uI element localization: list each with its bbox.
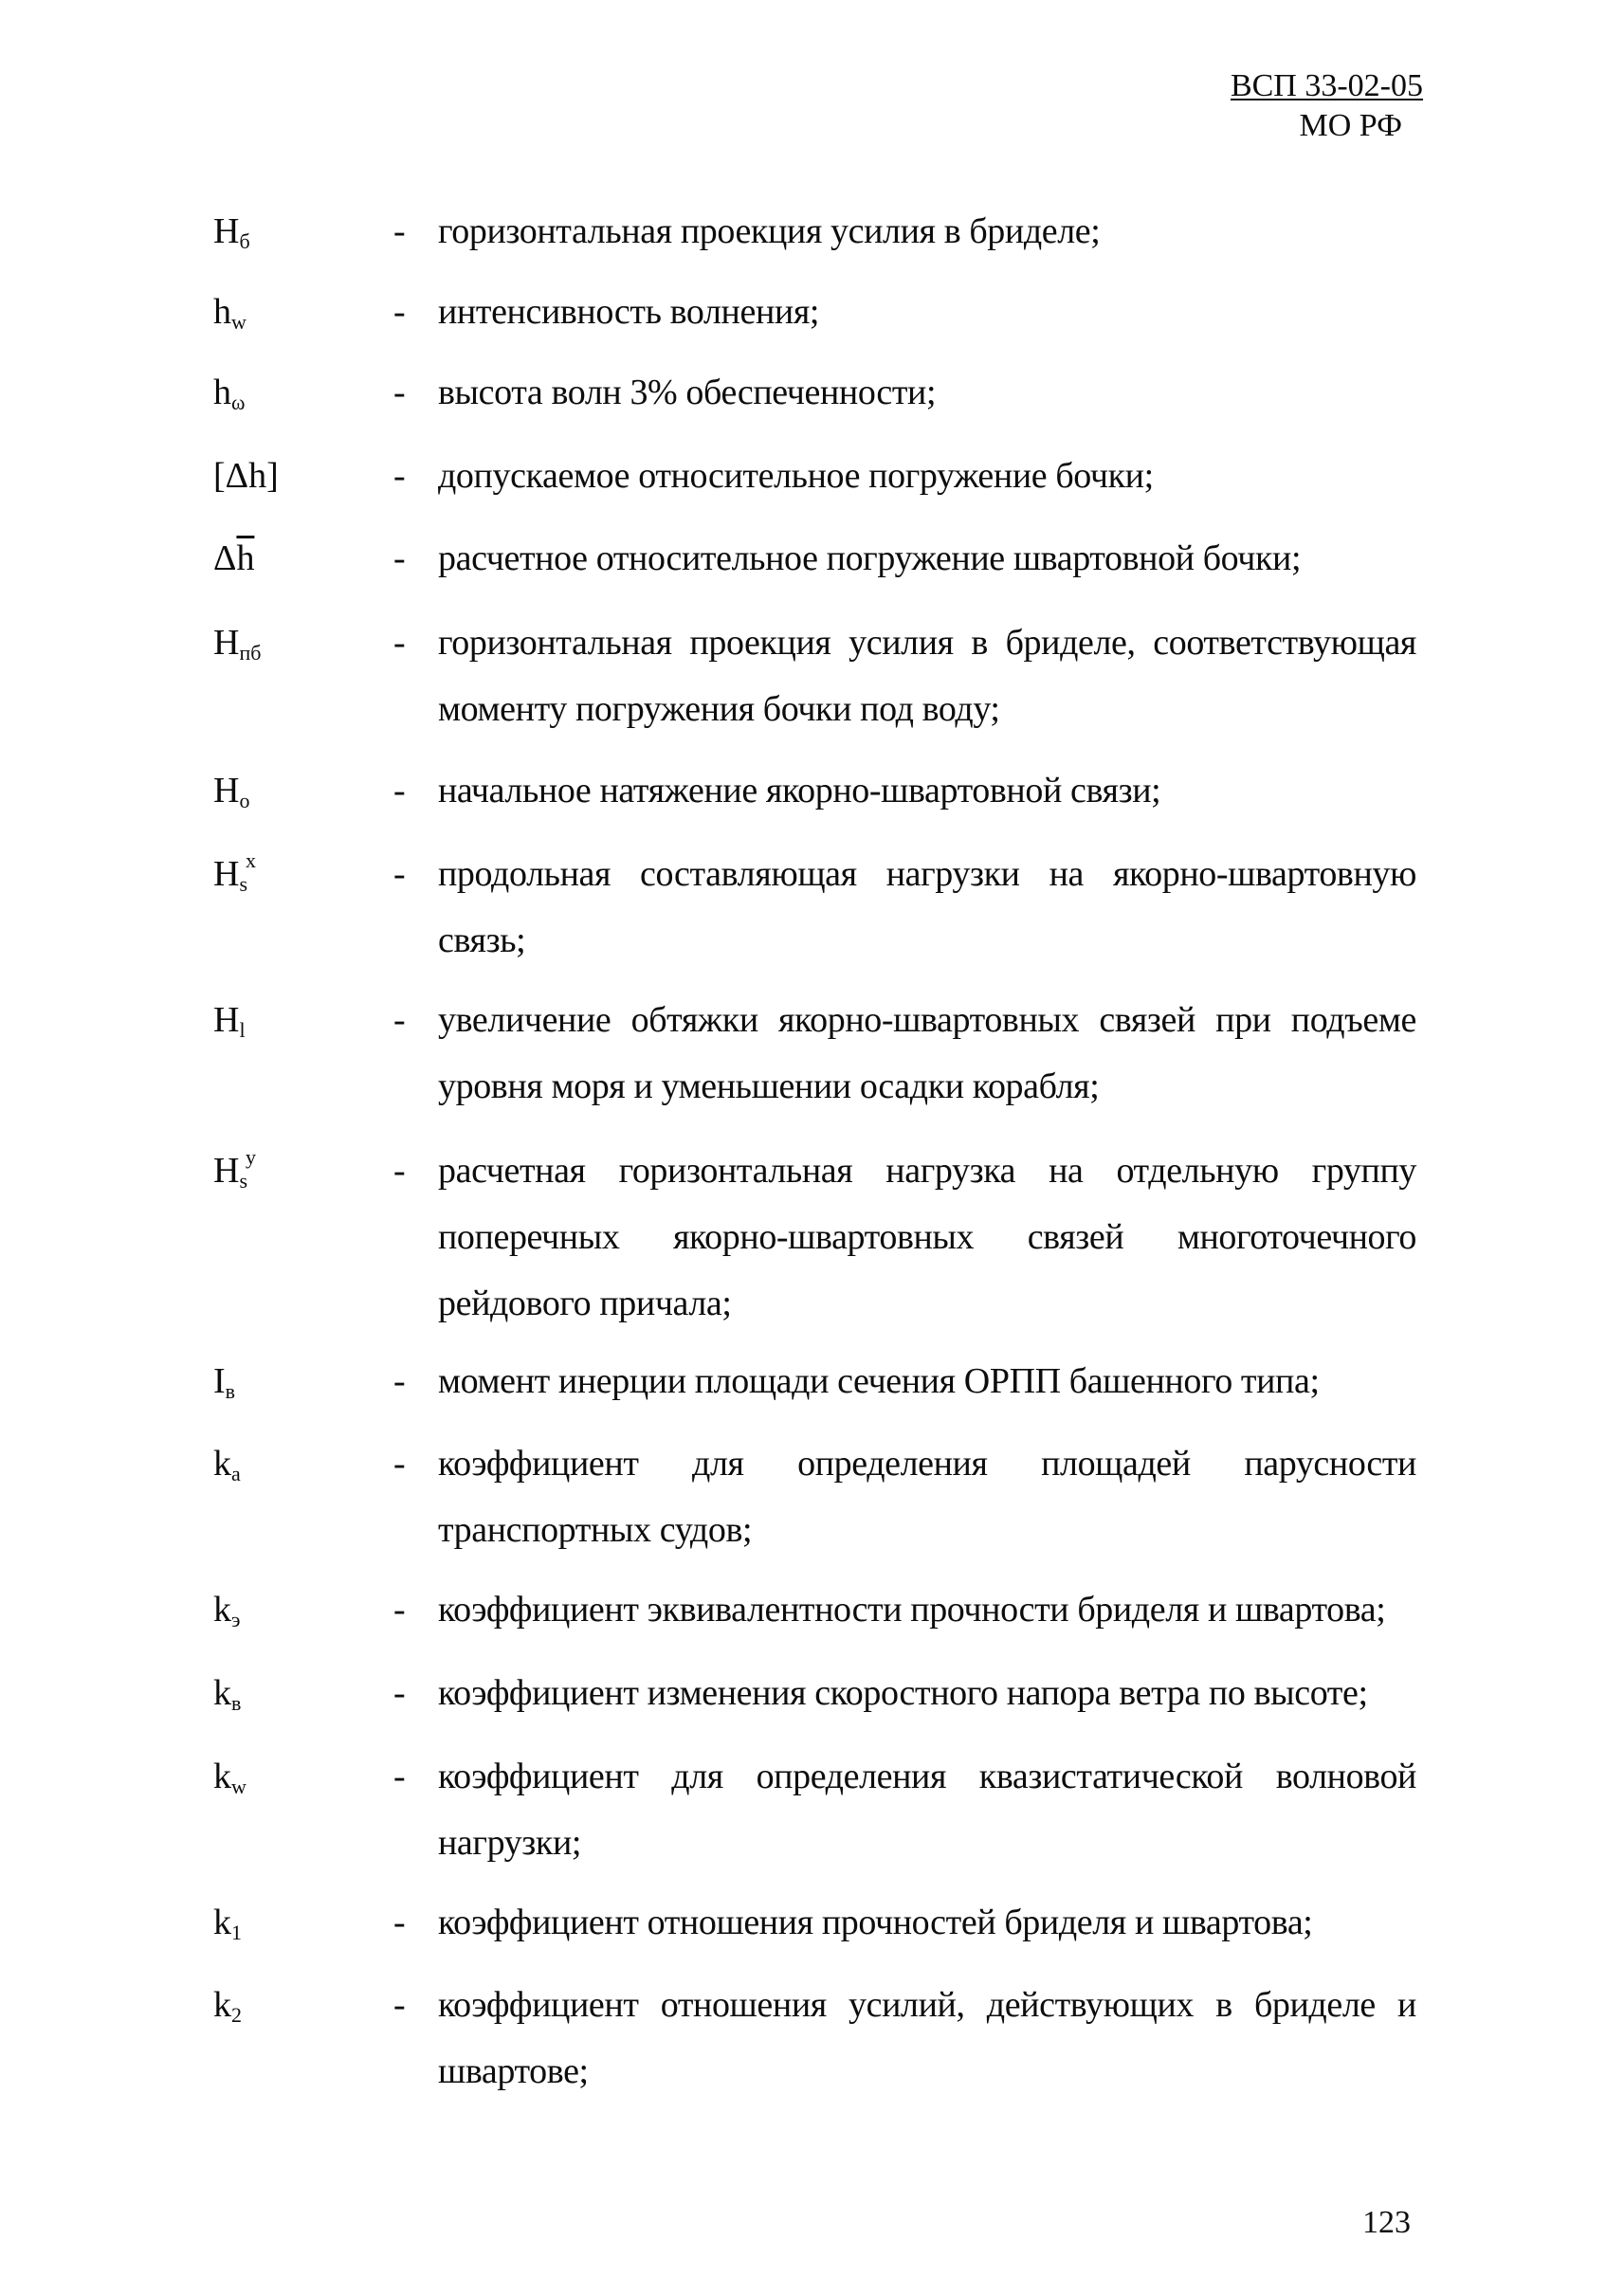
entry-description: увеличение обтяжки якорно-швартовных связей при подъеме уровня моря и уменьшении осадки корабля;	[438, 1000, 1416, 1106]
document-code: ВСП 33-02-05	[1230, 68, 1423, 103]
symbol-k-1: $k_1$	[213, 1903, 242, 1944]
entry-dash: -	[393, 538, 406, 578]
entry-description: коэффициент для определения квазистатической волновой нагрузки;	[438, 1757, 1416, 1863]
symbol-H-o: $H_o$	[213, 771, 250, 812]
entry-dash: -	[393, 373, 406, 412]
entry-description: расчетное относительное погружение швартовной бочки;	[438, 538, 1302, 578]
entry-description: коэффициент для определения площадей парусности транспортных судов;	[438, 1444, 1416, 1550]
document-header	[1231, 66, 1423, 146]
symbol-h-omega: $h_\omega$	[213, 373, 246, 414]
entry-dash: -	[393, 1985, 406, 2025]
entry-description: момент инерции площади сечения ОРПП башенного типа;	[438, 1361, 1320, 1401]
symbol-I-v: $I_в$	[213, 1361, 236, 1403]
symbol-delta-h-bar: $\Delta\overline{h}$	[213, 538, 255, 578]
entry-description: начальное натяжение якорно-швартовной связи;	[438, 771, 1161, 811]
symbol-k-2: $k_2$	[213, 1985, 242, 2027]
symbol-H-s-y: $H_s$ y	[213, 1145, 257, 1193]
entry-description: коэффициент изменения скоростного напора ветра по высоте;	[438, 1673, 1368, 1713]
entry-dash: -	[393, 623, 406, 663]
symbol-H-b: $H_б$	[213, 211, 250, 253]
entry-dash: -	[393, 1151, 406, 1191]
entry-description: интенсивность волнения;	[438, 292, 820, 332]
entry-dash: -	[393, 1444, 406, 1484]
document-organization: МО РФ	[1299, 108, 1402, 143]
entry-dash: -	[393, 1000, 406, 1040]
entry-description: коэффициент отношения усилий, действующих в бриделе и швартове;	[438, 1985, 1416, 2091]
symbol-delta-h-bracket: [Δh]	[213, 456, 279, 496]
entry-description: высота волн 3% обеспеченности;	[438, 373, 937, 412]
symbol-k-e: $k_э$	[213, 1590, 241, 1631]
entry-dash: -	[393, 1361, 406, 1401]
symbol-H-l: $H_l$	[213, 1000, 246, 1042]
entry-dash: -	[393, 292, 406, 332]
entry-dash: -	[393, 1673, 406, 1713]
entry-dash: -	[393, 1590, 406, 1630]
symbol-h-w: $h_w$	[213, 292, 246, 334]
entry-dash: -	[393, 771, 406, 811]
symbol-H-s-x: $H_s$ x	[213, 848, 257, 896]
entry-description: продольная составляющая нагрузки на якорно-швартовную связь;	[438, 854, 1416, 960]
symbol-k-v: $k_в$	[213, 1673, 242, 1715]
entry-dash: -	[393, 211, 406, 251]
entry-dash: -	[393, 1903, 406, 1942]
entry-description: коэффициент эквивалентности прочности бриделя и швартова;	[438, 1590, 1386, 1630]
entry-description: расчетная горизонтальная нагрузка на отдельную группу поперечных якорно-швартовных связей многоточечного рейдового причала;	[438, 1151, 1416, 1323]
entry-description: коэффициент отношения прочностей бриделя и швартова;	[438, 1903, 1313, 1942]
entry-description: горизонтальная проекция усилия в бриделе, соответствующая моменту погружения бочки под воду;	[438, 623, 1416, 729]
page-number: 123	[1362, 2205, 1411, 2240]
symbol-k-w: $k_w$	[213, 1757, 246, 1798]
entry-dash: -	[393, 456, 406, 496]
entry-description: горизонтальная проекция усилия в бриделе;	[438, 211, 1101, 251]
symbol-k-a: $k_a$	[213, 1444, 241, 1485]
entry-dash: -	[393, 1757, 406, 1796]
symbol-H-pb: $H_{пб}$	[213, 623, 262, 665]
entry-dash: -	[393, 854, 406, 894]
entry-description: допускаемое относительное погружение бочки;	[438, 456, 1154, 496]
